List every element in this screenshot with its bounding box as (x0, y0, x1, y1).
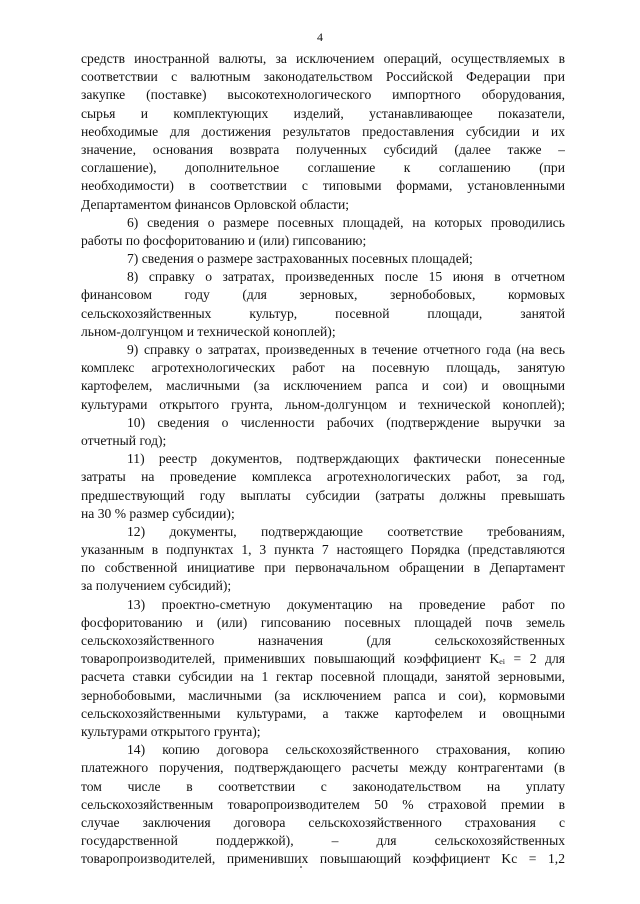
text-line: сырья и комплектующих изделий, устанавливающее показатели, (81, 105, 565, 121)
text-line: комплекс агротехнологических работ на посевную площадь, занятую (81, 360, 565, 376)
text-line: фосфоритованию и (или) гипсованию посевных площадей почв земель (81, 614, 565, 630)
text-line: 9) справку о затратах, произведенных в течение отчетного года (на весь (127, 342, 565, 357)
text-line: зернобобовыми, масличными (за исключением рапса и сои), кормовыми (81, 687, 565, 703)
text-line: соглашение), дополнительное соглашение к соглашению (при (81, 160, 565, 176)
body-text (81, 50, 565, 868)
text-line: сельскохозяйственного назначения (для сельскохозяйственных (81, 633, 565, 648)
text-line: значение, основания возврата полученных субсидий (далее также – (81, 141, 565, 157)
text-line: сельскохозяйственными культурами, а также картофелем и овощными (81, 705, 565, 721)
text-line: 13) проектно-сметную документацию на проведение работ по (127, 596, 565, 612)
text-line: предшествующий году выплаты субсидии (затраты должны превышать (81, 487, 565, 503)
text-line: за получением субсидий); (81, 578, 232, 594)
text-line: финансовом году (для зерновых, зернобобовых, кормовых (81, 287, 565, 303)
text-line: 6) сведения о размере посевных площадей, на которых проводились (127, 214, 565, 230)
text-line: по собственной инициативе при первоначальном обращении в Департамент (81, 560, 565, 576)
scan-speck (300, 866, 302, 868)
text-line: средств иностранной валюты, за исключением операций, осуществляемых в (81, 51, 565, 66)
text-line: соответствии с валютным законодательством Российской Федерации при (81, 69, 565, 85)
text-line: 14) копию договора сельскохозяйственного страхования, копию (127, 742, 565, 758)
text-line: 8) справку о затратах, произведенных после 15 июня в отчетном (127, 269, 565, 285)
text-line: платежного поручения, подтверждающего расчеты между контрагентами (в (81, 760, 565, 776)
text-line: 10) сведения о численности рабочих (подтверждение выручки за (127, 414, 565, 430)
text-line: сельскохозяйственным товаропроизводителем 50 % страховой премии в (81, 796, 565, 812)
text-line: 7) сведения о размере застрахованных посевных площадей; (127, 251, 473, 267)
page-number: 4 (317, 30, 323, 44)
text-line: 11) реестр документов, подтверждающих фактически понесенные (127, 451, 565, 467)
text-line: закупке (поставке) высокотехнологического импортного оборудования, (81, 87, 565, 103)
text-line: Департаментом финансов Орловской области; (81, 196, 350, 212)
text-line: расчета ставки субсидии на 1 гектар посевной площади, занятой зерновыми, (81, 669, 565, 685)
text-line: указанным в подпунктах 1, 3 пункта 7 настоящего Порядка (представляются (81, 542, 565, 558)
text-line: том числе в соответствии с законодательством на уплату (81, 778, 565, 794)
text-line: случае заключения договора сельскохозяйственного страхования с (81, 814, 565, 830)
text-line: культурами открытого грунта); (81, 723, 261, 739)
text-line: отчетный год); (81, 432, 167, 448)
text-line: товаропроизводителей, применивших повышающий коэффициент Kc = 1,2 (81, 851, 565, 867)
text-line: товаропроизводителей, применивших повышающий коэффициент Kₑᵢ = 2 для (81, 651, 565, 667)
text-line: культурами открытого грунта, льном-долгунцом и технической коноплей); (81, 396, 565, 412)
text-line: 12) документы, подтверждающие соответствие требованиям, (127, 523, 565, 539)
text-line: государственной поддержкой), – для сельскохозяйственных (81, 833, 565, 849)
text-line: необходимые для достижения результатов предоставления субсидии и их (81, 123, 565, 139)
text-line: на 30 % размер субсидии); (81, 505, 235, 521)
text-line: необходимости) в соответствии с типовыми формами, установленными (81, 178, 565, 194)
text-line: сельскохозяйственных культур, посевной площади, занятой (81, 305, 565, 321)
text-line: льном-долгунцом и технической коноплей); (81, 323, 336, 339)
text-line: картофелем, масличными (за исключением рапса и сои) и овощными (81, 378, 565, 394)
text-line: затраты на проведение комплекса агротехнологических работ, за год, (81, 469, 565, 485)
text-line: работы по фосфоритованию и (или) гипсованию; (81, 232, 367, 248)
